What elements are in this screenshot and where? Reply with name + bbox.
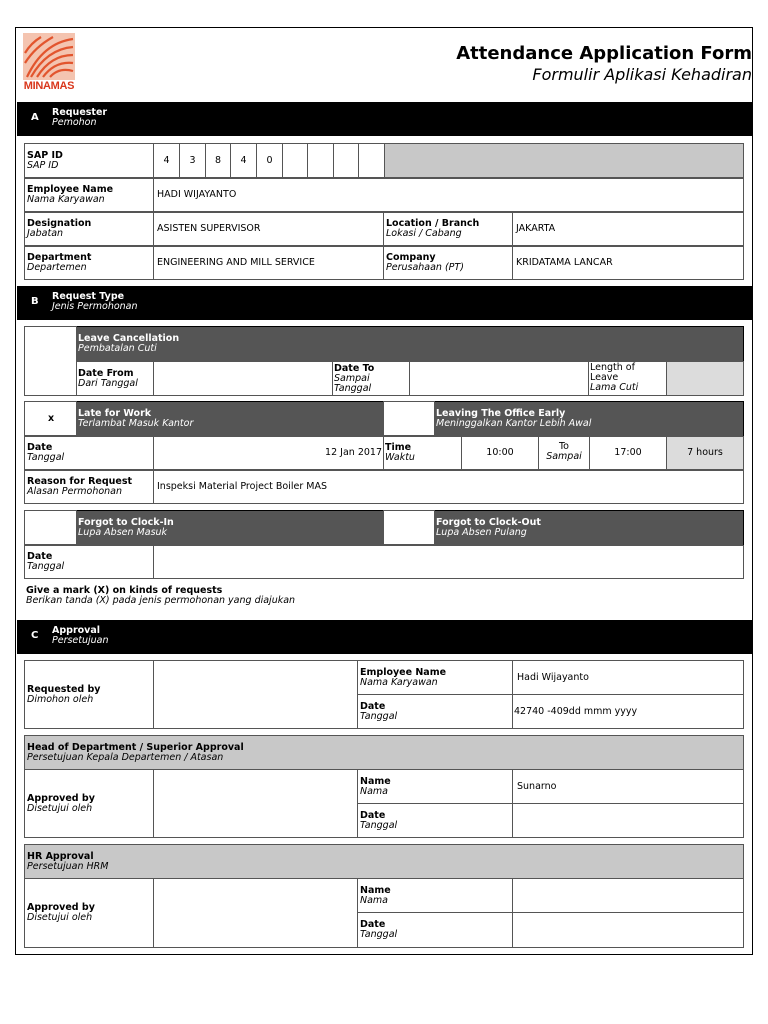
to-label-cell [538, 436, 590, 470]
duration-field [666, 436, 744, 470]
head-approval-title-id: Persetujuan Kepala Departemen / Atasan [27, 752, 224, 763]
department-label: Department [27, 252, 92, 263]
emp-name-label: Employee Name [27, 184, 114, 195]
sap-digit-cell[interactable] [205, 143, 231, 178]
hr-approval-title: HR Approval [27, 851, 94, 862]
head-date-field[interactable] [512, 803, 744, 838]
company-label-id: Perusahaan (PT) [386, 262, 464, 273]
date-from-field[interactable] [153, 361, 333, 396]
leave-cancel-title: Leave Cancellation [78, 333, 180, 344]
forgot-in-header [76, 511, 383, 545]
emp-name-field[interactable] [153, 178, 744, 212]
minamas-logo [23, 33, 75, 95]
company-label-cell [383, 246, 513, 280]
sap-digit-cell[interactable] [230, 143, 257, 178]
reason-label: Reason for Request [27, 476, 133, 487]
length-label-cell [588, 361, 667, 396]
leave-early-header [434, 402, 743, 436]
leave-cancel-checkbox[interactable] [24, 326, 77, 396]
head-date-label-id: Tanggal [360, 820, 398, 831]
designation-field[interactable] [153, 212, 384, 246]
form-subtitle: Formulir Aplikasi Kehadiran [532, 65, 752, 84]
req-date-value: 42740 -409dd mmm yyyy [514, 706, 638, 717]
req-date-label-cell [357, 694, 513, 729]
reason-label-cell [24, 470, 154, 504]
sap-digit: 4 [240, 155, 247, 166]
req-date-field[interactable] [512, 694, 744, 729]
section-title: Requester [52, 107, 108, 118]
late-date-value: 12 Jan 2017 [325, 447, 382, 458]
designation-label-cell [24, 212, 154, 246]
location-label-cell [383, 212, 513, 246]
company-field[interactable] [512, 246, 744, 280]
forgot-date-label-cell [24, 545, 154, 579]
sap-digit-cell[interactable] [256, 143, 283, 178]
section-letter: C [31, 630, 39, 641]
requested-signature-field[interactable] [153, 660, 358, 729]
length-field[interactable] [666, 361, 744, 396]
to-label-id: Sampai [546, 451, 582, 462]
hr-approved-by-label: Approved by [27, 902, 95, 913]
forgot-in-title: Forgot to Clock-In [78, 517, 174, 528]
emp-name-value: HADI WIJAYANTO [157, 189, 237, 200]
req-emp-name-value: Hadi Wijayanto [517, 672, 589, 683]
forgot-out-header [434, 511, 743, 545]
reason-field[interactable] [153, 470, 744, 504]
forgot-date-label-id: Tanggal [27, 561, 65, 572]
late-date-label-id: Tanggal [27, 452, 65, 463]
time-from-value: 10:00 [486, 447, 514, 458]
sap-digit-cell[interactable] [153, 143, 180, 178]
designation-label: Designation [27, 218, 92, 229]
request-note: Give a mark (X) on kinds of requests [26, 585, 223, 596]
time-label-id: Waktu [385, 452, 415, 463]
late-title-id: Terlambat Masuk Kantor [78, 418, 194, 429]
req-emp-name-label-cell [357, 660, 513, 695]
head-name-label-cell [357, 769, 513, 804]
date-from-label-id: Dari Tanggal [78, 378, 138, 389]
sap-digit-cell[interactable] [307, 143, 334, 178]
hr-date-label-id: Tanggal [360, 929, 398, 940]
emp-name-label-cell [24, 178, 154, 212]
leave-cancel-header [76, 327, 743, 361]
hr-name-field[interactable] [512, 878, 744, 913]
hr-signature-field[interactable] [153, 878, 358, 948]
form-title: Attendance Application Form [456, 43, 752, 64]
section-letter: B [31, 296, 39, 307]
sap-digit-cell[interactable] [282, 143, 308, 178]
hr-approval-title-id: Persetujuan HRM [27, 861, 109, 872]
head-approval-title: Head of Department / Superior Approval [27, 742, 244, 753]
date-to-label-id-1: Sampai [334, 373, 370, 384]
req-date-label-id: Tanggal [360, 711, 398, 722]
sap-digit: 3 [189, 155, 196, 166]
length-label-1: Length of [590, 362, 635, 373]
designation-value: ASISTEN SUPERVISOR [157, 223, 261, 234]
leave-early-checkbox[interactable] [383, 401, 435, 436]
to-label: To [558, 441, 569, 452]
head-approved-by-label-cell [24, 769, 154, 838]
forgot-date-label: Date [27, 551, 53, 562]
sap-digit-cell[interactable] [179, 143, 206, 178]
section-title: Approval [52, 625, 101, 636]
location-field[interactable] [512, 212, 744, 246]
duration-value: 7 hours [687, 447, 723, 458]
late-date-label: Date [27, 442, 53, 453]
late-header [76, 402, 383, 436]
sap-digit: 8 [214, 155, 222, 166]
section-title-id: Pemohon [52, 117, 97, 128]
hr-approved-by-label-id: Disetujui oleh [27, 912, 93, 923]
leave-cancel-title-id: Pembatalan Cuti [78, 343, 157, 354]
forgot-out-title-id: Lupa Absen Pulang [436, 527, 527, 538]
req-emp-name-label: Employee Name [360, 667, 447, 678]
forgot-out-title: Forgot to Clock-Out [436, 517, 541, 528]
date-to-field[interactable] [409, 361, 589, 396]
emp-name-label-id: Nama Karyawan [27, 194, 105, 205]
department-label-id: Departemen [27, 262, 87, 273]
location-label: Location / Branch [386, 218, 480, 229]
forgot-out-checkbox[interactable] [383, 510, 435, 545]
sap-label-id: SAP ID [27, 160, 59, 171]
time-to-value: 17:00 [614, 447, 642, 458]
head-name-value: Sunarno [517, 781, 557, 792]
date-to-label-cell [332, 361, 410, 396]
reason-value: Inspeksi Material Project Boiler MAS [157, 481, 327, 492]
late-title: Late for Work [78, 408, 152, 419]
head-date-label: Date [360, 810, 386, 821]
hr-name-label: Name [360, 885, 391, 896]
section-title-id: Persetujuan [52, 635, 109, 646]
sap-digit: 0 [266, 155, 273, 166]
head-approved-by-label-id: Disetujui oleh [27, 803, 93, 814]
department-value: ENGINEERING AND MILL SERVICE [157, 257, 315, 268]
hr-name-label-cell [357, 878, 513, 913]
requested-by-label-cell [24, 660, 154, 729]
length-label-id: Lama Cuti [590, 382, 639, 393]
hr-date-field[interactable] [512, 912, 744, 948]
head-approved-by-label: Approved by [27, 793, 95, 804]
section-letter: A [31, 112, 39, 123]
req-emp-name-label-id: Nama Karyawan [360, 677, 438, 688]
date-to-label-id-2: Tanggal [334, 383, 372, 394]
location-value: JAKARTA [516, 223, 556, 234]
requested-by-label: Requested by [27, 684, 101, 695]
company-value: KRIDATAMA LANCAR [516, 257, 613, 268]
leave-early-title-id: Meninggalkan Kantor Lebih Awal [436, 418, 592, 429]
section-b-header [17, 286, 753, 320]
late-checkbox[interactable] [24, 401, 77, 436]
leave-early-title: Leaving The Office Early [436, 408, 566, 419]
requested-by-label-id: Dimohon oleh [27, 694, 94, 705]
time-label: Time [385, 442, 412, 453]
req-date-label: Date [360, 701, 386, 712]
head-name-label: Name [360, 776, 391, 787]
hr-approved-by-label-cell [24, 878, 154, 948]
sap-label: SAP ID [27, 150, 63, 161]
designation-label-id: Jabatan [27, 228, 64, 239]
reason-label-id: Alasan Permohonan [27, 486, 123, 497]
section-title: Request Type [52, 291, 125, 302]
req-emp-name-field[interactable] [512, 660, 744, 695]
length-label-2: Leave [590, 372, 619, 383]
date-to-label: Date To [334, 363, 375, 374]
time-label-cell [383, 436, 462, 470]
section-c-header [17, 620, 753, 654]
head-signature-field[interactable] [153, 769, 358, 838]
late-mark: x [48, 413, 55, 424]
hr-date-label: Date [360, 919, 386, 930]
department-label-cell [24, 246, 154, 280]
sap-digit-cell[interactable] [333, 143, 359, 178]
sap-filler [384, 143, 744, 178]
location-label-id: Lokasi / Cabang [386, 228, 462, 239]
sap-digit-cell[interactable] [358, 143, 385, 178]
head-approval-header [24, 735, 744, 770]
logo-text: MINAMAS [23, 80, 75, 92]
date-from-label-cell [76, 361, 154, 396]
forgot-date-field[interactable] [153, 545, 744, 579]
head-name-label-id: Nama [360, 786, 389, 797]
sap-label-cell [24, 143, 154, 178]
time-from-field[interactable] [461, 436, 539, 470]
section-title-id: Jenis Permohonan [52, 301, 138, 312]
section-a-header [17, 102, 753, 136]
time-to-field[interactable] [589, 436, 667, 470]
hr-approval-header [24, 844, 744, 879]
hr-name-label-id: Nama [360, 895, 389, 906]
company-label: Company [386, 252, 436, 263]
late-date-label-cell [24, 436, 154, 470]
forgot-in-title-id: Lupa Absen Masuk [78, 527, 168, 538]
hr-date-label-cell [357, 912, 513, 948]
head-name-field[interactable] [512, 769, 744, 804]
forgot-in-checkbox[interactable] [24, 510, 77, 545]
late-date-field[interactable] [153, 436, 384, 470]
request-note-id: Berikan tanda (X) pada jenis permohonan yang diajukan [26, 595, 296, 606]
date-from-label: Date From [78, 368, 134, 379]
head-date-label-cell [357, 803, 513, 838]
department-field[interactable] [153, 246, 384, 280]
sap-digit: 4 [163, 155, 170, 166]
